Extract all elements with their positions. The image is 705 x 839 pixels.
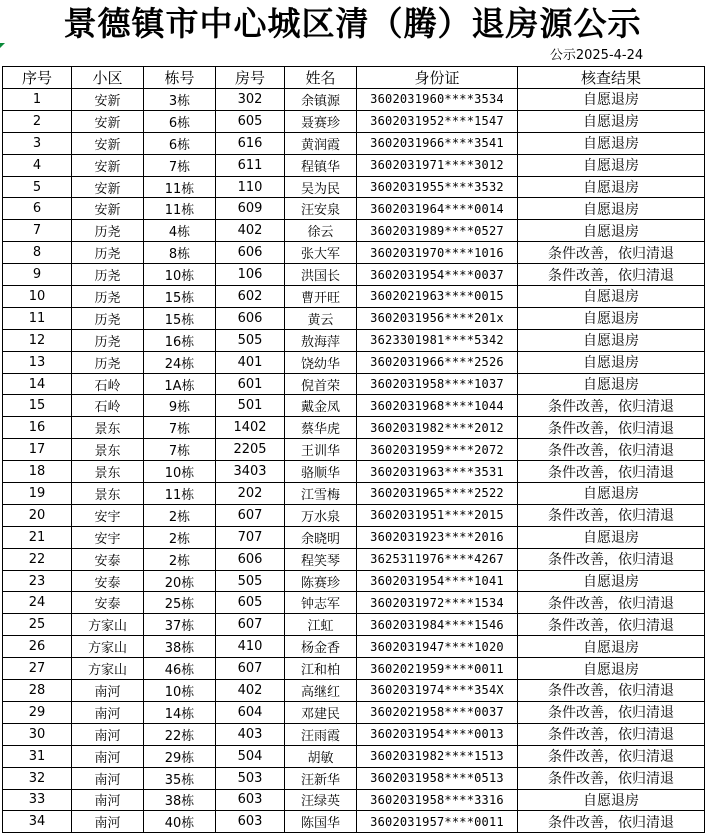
cell-community: 历尧 (72, 286, 144, 308)
page-title: 景德镇市中心城区清（腾）退房源公示 (63, 4, 642, 43)
cell-index: 25 (3, 614, 72, 636)
cell-community: 历尧 (72, 329, 144, 351)
cell-community: 石岭 (72, 373, 144, 395)
cell-index: 29 (3, 701, 72, 723)
cell-building: 25栋 (144, 592, 216, 614)
cell-index: 4 (3, 154, 72, 176)
cell-index: 17 (3, 439, 72, 461)
cell-building: 6栋 (144, 110, 216, 132)
cell-building: 15栋 (144, 307, 216, 329)
cell-building: 37栋 (144, 614, 216, 636)
cell-community: 南河 (72, 680, 144, 702)
cell-community: 石岭 (72, 395, 144, 417)
table-header-row (3, 67, 705, 89)
cell-index: 8 (3, 242, 72, 264)
cell-name: 饶幼华 (285, 351, 357, 373)
cell-room: 1402 (216, 417, 285, 439)
header-result: 核查结果 (518, 67, 705, 89)
table-row (3, 811, 705, 833)
cell-id-number: 3602031989****0527 (357, 220, 518, 242)
cell-result: 条件改善，依归清退 (518, 461, 705, 483)
cell-community: 南河 (72, 767, 144, 789)
cell-room: 604 (216, 701, 285, 723)
cell-name: 戴金凤 (285, 395, 357, 417)
cell-building: 24栋 (144, 351, 216, 373)
cell-name: 吴为民 (285, 176, 357, 198)
cell-id-number: 3602021958****0037 (357, 701, 518, 723)
cell-community: 南河 (72, 701, 144, 723)
cell-index: 14 (3, 373, 72, 395)
cell-index: 3 (3, 132, 72, 154)
cell-id-number: 3602031965****2522 (357, 483, 518, 505)
table-row (3, 461, 705, 483)
cell-result: 条件改善，依归清退 (518, 264, 705, 286)
cell-building: 2栋 (144, 504, 216, 526)
table-row (3, 154, 705, 176)
cell-name: 陈赛珍 (285, 570, 357, 592)
cell-building: 6栋 (144, 132, 216, 154)
cell-community: 历尧 (72, 307, 144, 329)
cell-id-number: 3602031952****1547 (357, 110, 518, 132)
header-index: 序号 (3, 67, 72, 89)
cell-building: 22栋 (144, 723, 216, 745)
cell-id-number: 3602031974****354X (357, 680, 518, 702)
cell-room: 605 (216, 110, 285, 132)
cell-name: 汪安泉 (285, 198, 357, 220)
table-row (3, 592, 705, 614)
cell-id-number: 3625311976****4267 (357, 548, 518, 570)
table-row (3, 723, 705, 745)
cell-community: 历尧 (72, 264, 144, 286)
cell-id-number: 3602031963****3531 (357, 461, 518, 483)
cell-name: 程笑琴 (285, 548, 357, 570)
cell-index: 27 (3, 658, 72, 680)
cell-id-number: 3602031966****3541 (357, 132, 518, 154)
cell-index: 12 (3, 329, 72, 351)
cell-community: 安泰 (72, 570, 144, 592)
cell-room: 707 (216, 526, 285, 548)
cell-id-number: 3602021959****0011 (357, 658, 518, 680)
cell-result: 自愿退房 (518, 373, 705, 395)
cell-building: 7栋 (144, 154, 216, 176)
table-row (3, 132, 705, 154)
cell-result: 自愿退房 (518, 132, 705, 154)
cell-building: 40栋 (144, 811, 216, 833)
cell-name: 张大军 (285, 242, 357, 264)
header-room: 房号 (216, 67, 285, 89)
cell-community: 南河 (72, 789, 144, 811)
cell-community: 景东 (72, 461, 144, 483)
cell-community: 南河 (72, 745, 144, 767)
cell-name: 胡敏 (285, 745, 357, 767)
cell-name: 江虹 (285, 614, 357, 636)
cell-community: 安新 (72, 154, 144, 176)
cell-community: 方家山 (72, 614, 144, 636)
cell-index: 34 (3, 811, 72, 833)
cell-community: 安新 (72, 176, 144, 198)
cell-result: 条件改善，依归清退 (518, 592, 705, 614)
cell-result: 自愿退房 (518, 526, 705, 548)
cell-building: 1A栋 (144, 373, 216, 395)
cell-result: 自愿退房 (518, 220, 705, 242)
cell-result: 自愿退房 (518, 570, 705, 592)
cell-index: 10 (3, 286, 72, 308)
cell-index: 31 (3, 745, 72, 767)
cell-room: 603 (216, 789, 285, 811)
cell-room: 302 (216, 89, 285, 111)
cell-result: 条件改善，依归清退 (518, 680, 705, 702)
cell-community: 方家山 (72, 658, 144, 680)
cell-name: 洪国长 (285, 264, 357, 286)
cell-name: 杨金香 (285, 636, 357, 658)
cell-room: 106 (216, 264, 285, 286)
cell-building: 11栋 (144, 483, 216, 505)
cell-community: 南河 (72, 811, 144, 833)
cell-room: 505 (216, 570, 285, 592)
cell-room: 606 (216, 242, 285, 264)
cell-index: 15 (3, 395, 72, 417)
cell-index: 9 (3, 264, 72, 286)
cell-community: 安新 (72, 198, 144, 220)
cell-index: 5 (3, 176, 72, 198)
header-community: 小区 (72, 67, 144, 89)
cell-id-number: 3602031966****2526 (357, 351, 518, 373)
cell-name: 邓建民 (285, 701, 357, 723)
cell-building: 2栋 (144, 526, 216, 548)
cell-index: 7 (3, 220, 72, 242)
cell-name: 曹开旺 (285, 286, 357, 308)
cell-id-number: 3602031956****201x (357, 307, 518, 329)
cell-id-number: 3602031960****3534 (357, 89, 518, 111)
cell-building: 38栋 (144, 636, 216, 658)
cell-building: 38栋 (144, 789, 216, 811)
cell-room: 202 (216, 483, 285, 505)
cell-name: 江雪梅 (285, 483, 357, 505)
cell-result: 自愿退房 (518, 483, 705, 505)
cell-community: 历尧 (72, 351, 144, 373)
cell-id-number: 3602031954****0013 (357, 723, 518, 745)
table-row (3, 89, 705, 111)
cell-result: 条件改善，依归清退 (518, 614, 705, 636)
cell-id-number: 3602031972****1534 (357, 592, 518, 614)
cell-room: 602 (216, 286, 285, 308)
table-row (3, 701, 705, 723)
table-row (3, 789, 705, 811)
cell-community: 景东 (72, 417, 144, 439)
cell-result: 自愿退房 (518, 658, 705, 680)
table-row (3, 548, 705, 570)
cell-name: 王训华 (285, 439, 357, 461)
cell-building: 16栋 (144, 329, 216, 351)
cell-name: 程镇华 (285, 154, 357, 176)
cell-name: 余镇源 (285, 89, 357, 111)
cell-name: 钟志军 (285, 592, 357, 614)
table-row (3, 745, 705, 767)
cell-result: 自愿退房 (518, 89, 705, 111)
cell-result: 条件改善，依归清退 (518, 767, 705, 789)
cell-community: 方家山 (72, 636, 144, 658)
cell-name: 徐云 (285, 220, 357, 242)
cell-result: 自愿退房 (518, 198, 705, 220)
cell-room: 603 (216, 811, 285, 833)
table-row (3, 680, 705, 702)
cell-room: 609 (216, 198, 285, 220)
cell-community: 安泰 (72, 592, 144, 614)
cell-result: 条件改善，依归清退 (518, 723, 705, 745)
cell-building: 29栋 (144, 745, 216, 767)
header-building: 栋号 (144, 67, 216, 89)
cell-name: 高继红 (285, 680, 357, 702)
table-row (3, 636, 705, 658)
table-row (3, 439, 705, 461)
cell-index: 2 (3, 110, 72, 132)
cell-building: 15栋 (144, 286, 216, 308)
cell-room: 403 (216, 723, 285, 745)
cell-community: 安宇 (72, 504, 144, 526)
cell-building: 46栋 (144, 658, 216, 680)
cell-building: 7栋 (144, 439, 216, 461)
cell-building: 14栋 (144, 701, 216, 723)
table-row (3, 417, 705, 439)
cell-room: 505 (216, 329, 285, 351)
cell-result: 条件改善，依归清退 (518, 417, 705, 439)
cell-index: 13 (3, 351, 72, 373)
cell-result: 自愿退房 (518, 636, 705, 658)
cell-room: 607 (216, 614, 285, 636)
table-row (3, 110, 705, 132)
cell-index: 16 (3, 417, 72, 439)
cell-room: 606 (216, 548, 285, 570)
cell-id-number: 3602031958****3316 (357, 789, 518, 811)
cell-name: 汪新华 (285, 767, 357, 789)
cell-room: 401 (216, 351, 285, 373)
cell-id-number: 3602031947****1020 (357, 636, 518, 658)
cell-index: 23 (3, 570, 72, 592)
cell-id-number: 3602031959****2072 (357, 439, 518, 461)
cell-index: 11 (3, 307, 72, 329)
table-row (3, 286, 705, 308)
cell-id-number: 3602031954****1041 (357, 570, 518, 592)
cell-community: 安泰 (72, 548, 144, 570)
table-row (3, 526, 705, 548)
cell-name: 敖海萍 (285, 329, 357, 351)
cell-index: 30 (3, 723, 72, 745)
cell-community: 安宇 (72, 526, 144, 548)
cell-id-number: 3602031951****2015 (357, 504, 518, 526)
cell-id-number: 3602031971****3012 (357, 154, 518, 176)
cell-room: 402 (216, 680, 285, 702)
cell-room: 607 (216, 658, 285, 680)
cell-index: 24 (3, 592, 72, 614)
cell-result: 自愿退房 (518, 351, 705, 373)
cell-room: 2205 (216, 439, 285, 461)
table-row (3, 504, 705, 526)
cell-result: 条件改善，依归清退 (518, 548, 705, 570)
cell-id-number: 3602031958****1037 (357, 373, 518, 395)
cell-building: 3栋 (144, 89, 216, 111)
cell-community: 南河 (72, 723, 144, 745)
cell-name: 黄润霞 (285, 132, 357, 154)
table-row (3, 351, 705, 373)
table-row (3, 264, 705, 286)
cell-room: 402 (216, 220, 285, 242)
cell-name: 黄云 (285, 307, 357, 329)
cell-index: 19 (3, 483, 72, 505)
cell-result: 自愿退房 (518, 329, 705, 351)
cell-room: 616 (216, 132, 285, 154)
cell-id-number: 3602031982****1513 (357, 745, 518, 767)
cell-name: 倪首荣 (285, 373, 357, 395)
header-name: 姓名 (285, 67, 357, 89)
table-row (3, 658, 705, 680)
cell-corner-marker (0, 43, 5, 48)
cell-name: 江和柏 (285, 658, 357, 680)
cell-building: 10栋 (144, 680, 216, 702)
cell-room: 110 (216, 176, 285, 198)
cell-community: 景东 (72, 439, 144, 461)
cell-id-number: 3602031982****2012 (357, 417, 518, 439)
cell-id-number: 3602031968****1044 (357, 395, 518, 417)
cell-result: 条件改善，依归清退 (518, 242, 705, 264)
cell-name: 汪绿英 (285, 789, 357, 811)
cell-building: 9栋 (144, 395, 216, 417)
cell-index: 33 (3, 789, 72, 811)
cell-result: 条件改善，依归清退 (518, 811, 705, 833)
cell-room: 3403 (216, 461, 285, 483)
cell-building: 4栋 (144, 220, 216, 242)
cell-id-number: 3602021963****0015 (357, 286, 518, 308)
cell-name: 陈国华 (285, 811, 357, 833)
cell-building: 8栋 (144, 242, 216, 264)
table-row (3, 220, 705, 242)
cell-result: 自愿退房 (518, 176, 705, 198)
cell-building: 2栋 (144, 548, 216, 570)
cell-building: 10栋 (144, 264, 216, 286)
cell-index: 26 (3, 636, 72, 658)
cell-community: 景东 (72, 483, 144, 505)
table-row (3, 176, 705, 198)
cell-id-number: 3602031984****1546 (357, 614, 518, 636)
cell-index: 20 (3, 504, 72, 526)
table-row (3, 373, 705, 395)
cell-result: 自愿退房 (518, 307, 705, 329)
header-id-number: 身份证 (357, 67, 518, 89)
cell-community: 历尧 (72, 242, 144, 264)
cell-building: 11栋 (144, 198, 216, 220)
cell-room: 605 (216, 592, 285, 614)
table-row (3, 329, 705, 351)
cell-community: 历尧 (72, 220, 144, 242)
table-row (3, 483, 705, 505)
cell-index: 28 (3, 680, 72, 702)
table-row (3, 614, 705, 636)
cell-id-number: 3602031958****0513 (357, 767, 518, 789)
cell-room: 601 (216, 373, 285, 395)
cell-result: 自愿退房 (518, 286, 705, 308)
cell-result: 条件改善，依归清退 (518, 701, 705, 723)
cell-room: 501 (216, 395, 285, 417)
cell-id-number: 3623301981****5342 (357, 329, 518, 351)
cell-index: 22 (3, 548, 72, 570)
cell-id-number: 3602031955****3532 (357, 176, 518, 198)
cell-name: 聂赛珍 (285, 110, 357, 132)
cell-room: 503 (216, 767, 285, 789)
cell-id-number: 3602031954****0037 (357, 264, 518, 286)
cell-result: 条件改善，依归清退 (518, 395, 705, 417)
cell-building: 7栋 (144, 417, 216, 439)
cell-building: 35栋 (144, 767, 216, 789)
cell-building: 10栋 (144, 461, 216, 483)
cell-id-number: 3602031970****1016 (357, 242, 518, 264)
cell-building: 20栋 (144, 570, 216, 592)
cell-name: 汪雨霞 (285, 723, 357, 745)
publish-date: 公示2025-4-24 (549, 48, 644, 63)
cell-room: 410 (216, 636, 285, 658)
cell-result: 自愿退房 (518, 789, 705, 811)
cell-room: 504 (216, 745, 285, 767)
cell-result: 条件改善，依归清退 (518, 745, 705, 767)
cell-index: 18 (3, 461, 72, 483)
cell-id-number: 3602031923****2016 (357, 526, 518, 548)
cell-room: 607 (216, 504, 285, 526)
table-row (3, 198, 705, 220)
cell-room: 606 (216, 307, 285, 329)
cell-result: 自愿退房 (518, 154, 705, 176)
table-row (3, 570, 705, 592)
cell-result: 条件改善，依归清退 (518, 439, 705, 461)
cell-id-number: 3602031964****0014 (357, 198, 518, 220)
cell-index: 32 (3, 767, 72, 789)
cell-index: 6 (3, 198, 72, 220)
cell-name: 骆顺华 (285, 461, 357, 483)
table-row (3, 307, 705, 329)
housing-table (2, 66, 705, 833)
cell-id-number: 3602031957****0011 (357, 811, 518, 833)
cell-result: 条件改善，依归清退 (518, 504, 705, 526)
cell-result: 自愿退房 (518, 110, 705, 132)
cell-name: 余晓明 (285, 526, 357, 548)
cell-index: 1 (3, 89, 72, 111)
cell-community: 安新 (72, 89, 144, 111)
table-row (3, 242, 705, 264)
cell-building: 11栋 (144, 176, 216, 198)
table-row (3, 767, 705, 789)
cell-community: 安新 (72, 110, 144, 132)
cell-index: 21 (3, 526, 72, 548)
cell-community: 安新 (72, 132, 144, 154)
cell-room: 611 (216, 154, 285, 176)
cell-name: 万水泉 (285, 504, 357, 526)
table-row (3, 395, 705, 417)
cell-name: 蔡华虎 (285, 417, 357, 439)
